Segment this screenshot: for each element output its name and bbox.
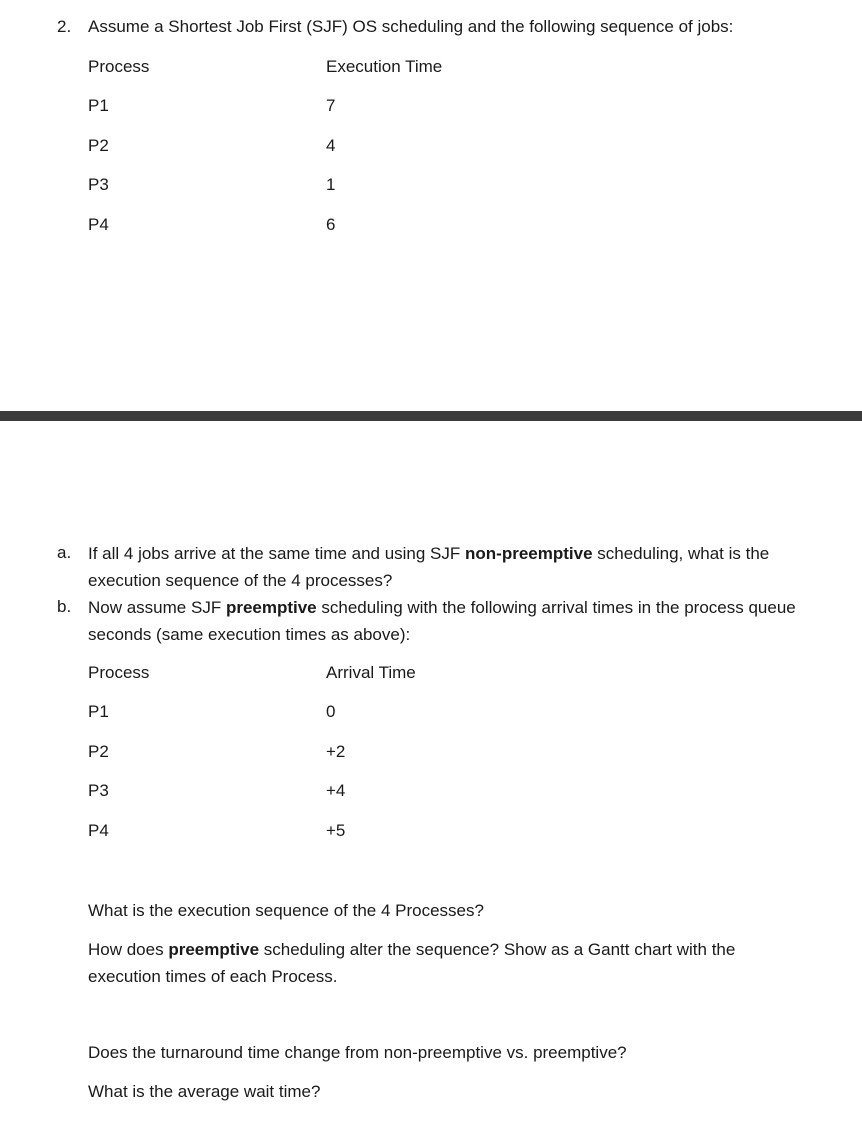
table2-row-process: P4 — [88, 821, 109, 840]
part-b-text-1: Now assume SJF — [88, 598, 226, 617]
question-intro: Assume a Shortest Job First (SJF) OS scheduling and the following sequence of jobs: — [88, 17, 734, 36]
table2-row-process: P3 — [88, 781, 109, 800]
part-b-text — [88, 594, 808, 648]
table2-row-process: P2 — [88, 742, 109, 761]
table1-row-value: 1 — [326, 175, 336, 194]
page-divider — [0, 411, 862, 421]
table1-row-value: 7 — [326, 96, 336, 115]
question-number: 2. — [57, 17, 72, 36]
part-a-text — [88, 540, 808, 594]
part-a-text-2: scheduling, what is the execution sequence of the 4 processes? — [88, 544, 770, 590]
table1-row-process: P4 — [88, 215, 109, 234]
table1-row-value: 4 — [326, 136, 336, 155]
part-a-marker: a. — [57, 543, 72, 562]
table1-row-value: 6 — [326, 215, 336, 234]
table1-row-process: P2 — [88, 136, 109, 155]
table2-row-value: +4 — [326, 781, 346, 800]
question-average-wait: What is the average wait time? — [88, 1082, 321, 1101]
question-execution-sequence: What is the execution sequence of the 4 Processes? — [88, 901, 484, 920]
table1-header-process: Process — [88, 57, 150, 76]
table2-row-value: +2 — [326, 742, 346, 761]
table2-row-process: P1 — [88, 702, 109, 721]
part-a-bold: non-preemptive — [465, 544, 593, 563]
table2-header-arrival-time: Arrival Time — [326, 663, 416, 682]
q2-text-2: scheduling alter the sequence? Show as a Gantt chart with the execution times of each Process. — [88, 940, 736, 986]
table2-row-value: 0 — [326, 702, 336, 721]
table1-header-execution-time: Execution Time — [326, 57, 443, 76]
part-b-text-2: scheduling with the following arrival times in the process queue seconds (same execution times as above): — [88, 598, 796, 644]
part-a-text-1: If all 4 jobs arrive at the same time and using SJF — [88, 544, 466, 563]
part-b-bold: preemptive — [225, 598, 317, 617]
table1-row-process: P1 — [88, 96, 109, 115]
table2-row-value: +5 — [326, 821, 346, 840]
q2-text-1: How does — [88, 940, 169, 959]
q2-bold: preemptive — [168, 940, 260, 959]
table1-row-process: P3 — [88, 175, 109, 194]
part-b-marker: b. — [57, 597, 72, 616]
question-preemptive-gantt — [88, 936, 808, 990]
table2-header-process: Process — [88, 663, 150, 682]
question-turnaround-time: Does the turnaround time change from non-preemptive vs. preemptive? — [88, 1043, 627, 1062]
